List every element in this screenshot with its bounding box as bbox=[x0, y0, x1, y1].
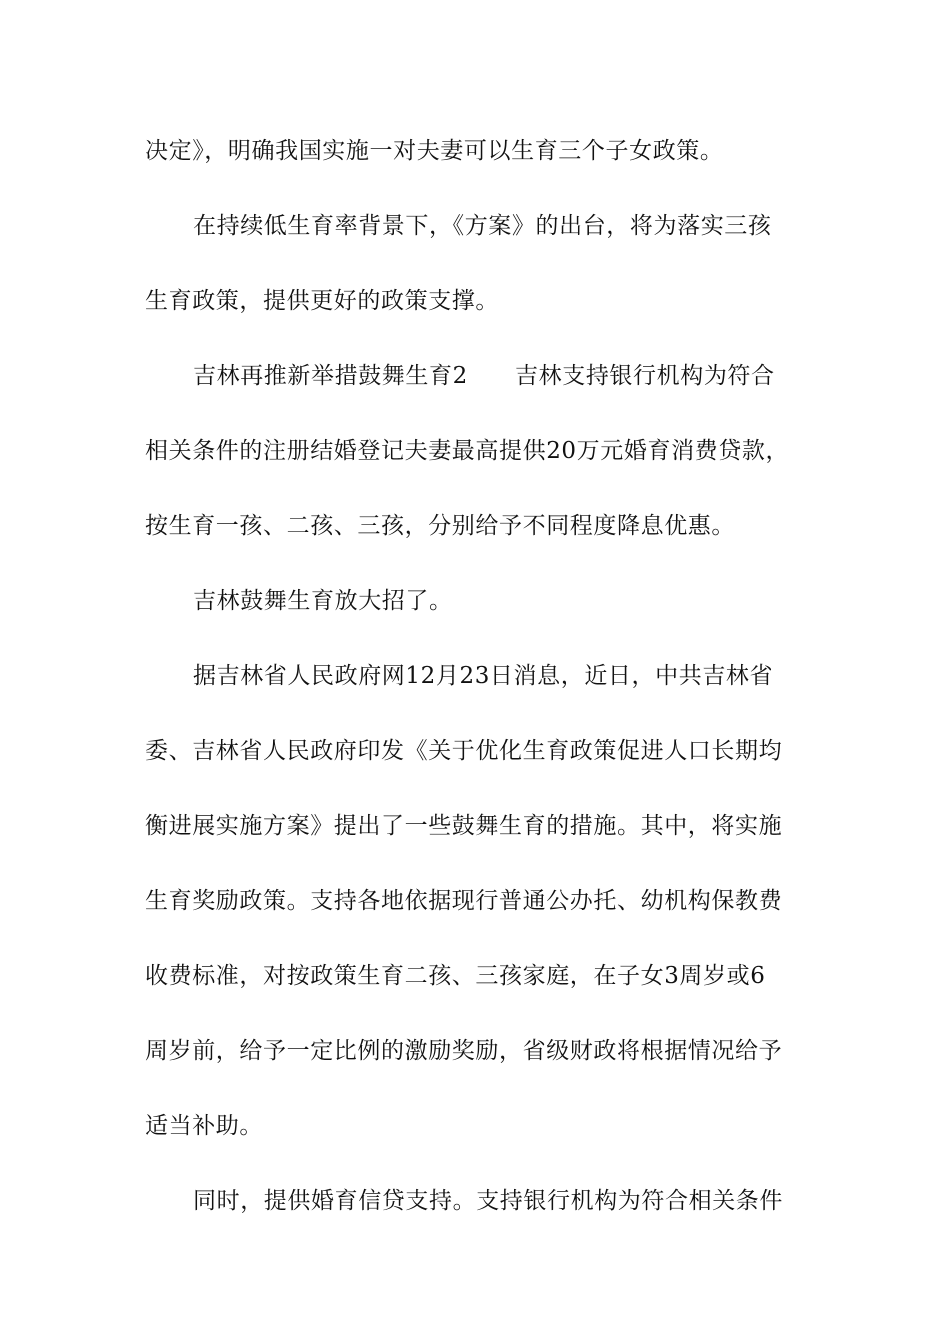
text-line: 收费标准，对按政策生育二孩、三孩家庭，在子女3周岁或6 bbox=[145, 963, 766, 989]
text-line: 据吉林省人民政府网12月23日消息，近日，中共吉林省 bbox=[193, 663, 774, 689]
text-line: 生育政策，提供更好的政策支撑。 bbox=[145, 288, 499, 314]
text-line: 按生育一孩、二孩、三孩，分别给予不同程度降息优惠。 bbox=[145, 513, 735, 539]
text-line: 衡进展实施方案》提出了一些鼓舞生育的措施。其中，将实施 bbox=[145, 813, 783, 839]
text-line: 适当补助。 bbox=[145, 1113, 263, 1139]
text-line: 决定》，明确我国实施一对夫妻可以生育三个子女政策。 bbox=[145, 138, 724, 164]
text-line: 相关条件的注册结婚登记夫妻最高提供20万元婚育消费贷款， bbox=[145, 438, 790, 464]
text-line: 在持续低生育率背景下，《方案》的出台，将为落实三孩 bbox=[193, 213, 772, 239]
text-line: 吉林再推新举措鼓舞生育2 吉林支持银行机构为符合 bbox=[193, 363, 775, 389]
text-line: 生育奖励政策。支持各地依据现行普通公办托、幼机构保教费 bbox=[145, 888, 783, 914]
text-line: 委、吉林省人民政府印发《关于优化生育政策促进人口长期均 bbox=[145, 738, 783, 764]
text-line: 吉林鼓舞生育放大招了。 bbox=[193, 588, 453, 614]
text-line: 同时，提供婚育信贷支持。支持银行机构为符合相关条件 bbox=[193, 1188, 783, 1214]
text-line: 周岁前，给予一定比例的激励奖励，省级财政将根据情况给予 bbox=[145, 1038, 783, 1064]
